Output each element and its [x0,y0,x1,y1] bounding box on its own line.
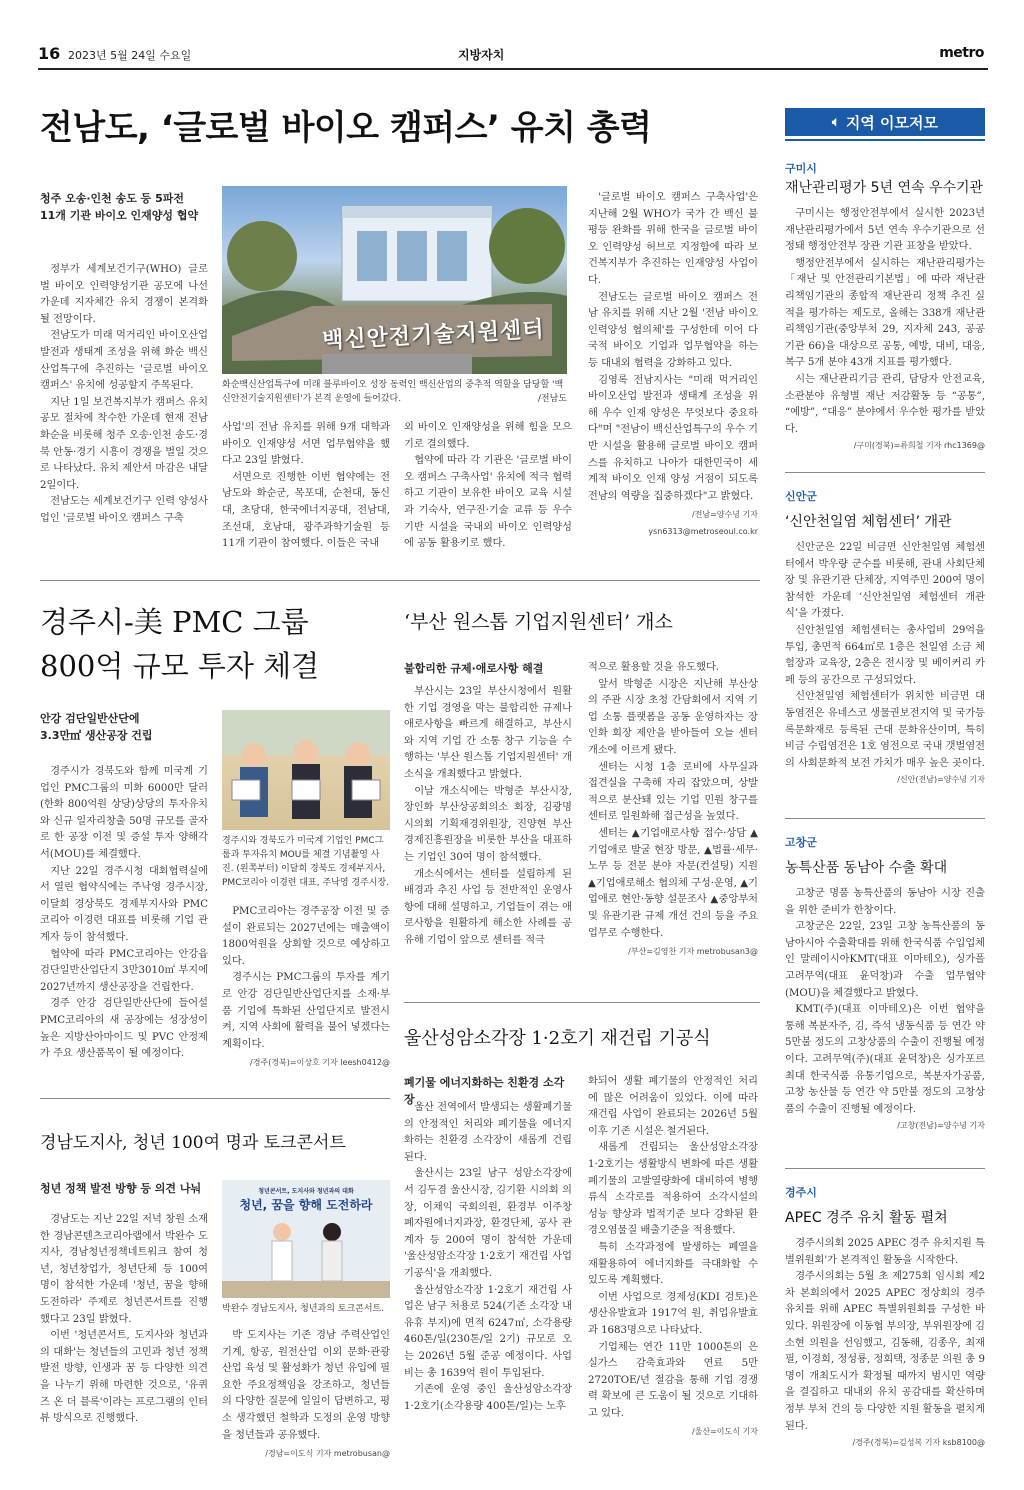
sidebar-paragraph: 경주시의회 2025 APEC 경주 유치지원 특별위원회'가 본격적인 활동을 시작한다. [785,1238,985,1266]
article-paragraph: 경주시는 PMC그룹의 투자를 계기로 안강 검단일반산업단지를 소재·부품 기업에 특화된 산업단지로 발전시켜, 지역 사회에 활력을 불어 넣겠다는 계획이다. [222,972,390,1050]
article-byline: /경남=이도식 기자 metrobusan@ [265,1449,390,1459]
sidebar-title: 재난관리평가 5년 연속 우수기관 [785,180,984,196]
article-paragraph: 화되어 생활 폐기물의 안정적인 처리에 많은 어려움이 있었다. 이에 따라 재건립 사업이 완료되는 2026년 5월 이후 기존 시설은 철거된다. [588,1076,758,1137]
article-jeonnam-headline: 전남도, ‘글로벌 바이오 캠퍼스’ 유치 총력 [40,108,652,148]
article-paragraph: 협약에 따라 PMC코리아는 안강읍 검단일반산업단지 3만3010㎡ 부지에 2027년까지 생산공장을 건립한다. [40,948,208,993]
metro-logo: metro [939,45,984,61]
article-ulsan-sub: 폐기물 에너지화하는 친환경 소각장 [404,1076,565,1106]
sidebar-paragraph: 신안천일염 체험센터는 총사업비 29억을 투입, 총면적 664㎡로 1층은 천일염 소금 체험장과 교육장, 2층은 전시장 및 베이커리 카페 등의 공간으로 구성되었다. [785,624,985,686]
sidebar-banner-label: 지역 이모저모 [845,113,938,132]
article-paragraph: 박 도지사는 기존 경남 주력산업인 기계, 항공, 원전산업 이외 문화·관광 산업 육성 및 활성화가 청년 유입에 필요한 주요정책임을 강조하고, 청년들의 다양한 질문에 일일이 답변하고, 평소 생각했던 철학과 도정의 운영 방향을 청년들과 공유했다. [222,1330,390,1441]
article-paragraph: 김영록 전남지사는 "미래 먹거리인 바이오산업 발전과 생태계 조성을 위해 우수 인재 양성은 무엇보다 중요하다"며 "전남이 백신산업특구의 우수 기반 시설을 활용해 글로벌 바이오 캠퍼스를 유치하고 나아가 대한민국이 세계적 바이오 인재 양성 거점이 되도록 전남의 역량을 집중하겠다"고 밝혔다. [588,374,758,502]
article-byline: /전남=양수녕 기자 ysn6313@metroseoul.co.kr [648,510,758,536]
article-paragraph: 외 바이오 인재양성을 위해 힘을 모으기로 결의했다. [404,422,572,450]
sidebar-item-gyeongju [785,1184,985,1448]
article-paragraph: 센터는 ▲기업애로사항 접수·상담 ▲기업애로 발굴 현장 방문, ▲법률·세무·노무 등 전문 분야 자문(컨설팅) 지원 ▲기업애로해소 협의체 구성·운영, ▲기업애로 현안·동향 설문조사 ▲중앙부처 및 유관기관 규제 개선 건의 등을 주요 업무로 수행한다. [588,827,758,939]
article-byline: /경주(경북)=이상호 기자 leesh0412@ [250,1058,390,1068]
photo-youth-concert [222,1180,390,1298]
article-paragraph: 새롭게 건립되는 울산성암소각장 1·2호기는 생활방식 변화에 따른 생활폐기물의 고발열량화에 대비하여 병행류식 소각로를 적용하여 소각시설의 성능 향상과 법적기준 보다 강화된 환경오염물질 배출기준을 적용했다. [588,1142,758,1237]
sidebar-region: 경주시 [785,1186,817,1199]
sidebar-paragraph: 행정안전부에서 실시하는 재난관리평가는 「재난 및 안전관리기본법」에 따라 재난관리책임기관의 종합적 재난관리 정책 추진 실적을 평가하는 제도로, 올해는 338개 재난관리책임기관(중앙부처 29, 지자체 243, 공공기관 66)을 대상으로 공통, 예방, 대비, 대응, 복구 5개 분야 43개 지표를 평가했다. [785,257,985,369]
article-paragraph: 기존에 운영 중인 울산성암소각장 1·2호기(소각용량 400톤/일)는 노후 [404,1384,572,1412]
photo-caption: 화순백신산업특구에 미래 블루바이오 성장 동력인 백신산업의 중추적 역할을 담당할 '백신안전기술지원센터'가 본격 운영에 들어갔다. [222,380,564,404]
photo-caption: 경주시와 경북도가 미국계 기업인 PMC그룹과 투자유치 MOU를 체결 기념촬영 사진. (왼쪽부터) 이달희 경북도 경제부지사, PMC코리아 이경련 대표, 주낙영 경주시장. [222,836,390,888]
article-paragraph: 개소식에서는 센터를 설립하게 된 배경과 추진 사업 등 전반적인 운영사항에 대해 설명하고, 기업들이 겪는 애로사항을 원활하게 해소한 사례를 공유해 기업이 앞으로 센터를 적극 [404,868,572,946]
article-paragraph: PMC코리아는 경주공장 이전 및 증설이 완료되는 2027년에는 매출액이 1800억원을 상회할 것으로 예상하고 있다. [222,906,390,967]
people-illustration [222,710,390,830]
article-ulsan-headline: 울산성암소각장 1·2호기 재건립 기공식 [404,1028,711,1049]
sidebar-item-gochang [785,834,985,1131]
article-gyeongnam-headline: 경남도지사, 청년 100여 명과 토크콘서트 [40,1133,346,1153]
concert-banner: 청년, 꿈을 향해 도전하라 [239,1198,373,1212]
article-paragraph: 전남도는 세계보건기구 인력 양성사업인 '글로벌 바이오 캠퍼스 구축 [40,496,208,524]
article-paragraph: 지난 1일 보건복지부가 캠퍼스 유치 공모 절차에 착수한 가운데 현재 전남 화순을 비롯해 청주 오송·인천 송도·경북 안동·경기 시흥이 경쟁을 벌일 것으로 나타났다. 유치 제안서 마감은 내달 2일이다. [40,396,208,491]
sidebar-paragraph: 신안군은 22일 비금면 신안천일염 체험센터에서 박우량 군수를 비롯해, 관내 사회단체장 및 유관기관 단체장, 지역주민 200여 명이 참석한 가운데 ‘신안천일염 체험센터 개관식’을 가졌다. [785,542,985,620]
sidebar-banner [785,108,985,136]
article-paragraph: 경주시가 경북도와 함께 미국계 기업인 PMC그룹의 미화 6000만 달러(한화 800억원 상당)상당의 투자유치와 신규 일자리창출 50명 규모를 골자로 한 공장 이전 및 증설 투자 양해각서(MOU)를 체결했다. [40,766,208,860]
page-date: 2023년 5월 24일 수요일 [68,49,192,62]
section-divider [40,580,760,581]
sidebar-item-gumi [785,160,985,451]
article-paragraph: 정부가 세계보건기구(WHO) 글로벌 바이오 인력양성기관 공모에 나선 가운데 지자체간 유치 경쟁이 본격화될 전망이다. [40,264,208,325]
sidebar-title: ‘신안천일염 체험센터’ 개관 [785,514,952,530]
article-pmc-sub1: 안강 검단일반산단에 [40,712,140,725]
article-jeonnam-sub1: 청주 오송·인천 송도 등 5파전 [40,192,185,205]
sidebar-divider [785,1168,985,1169]
header-rule [38,68,988,70]
article-paragraph: 앞서 박형준 시장은 지난해 부산상의 주관 시장 초청 간담회에서 지역 기업 소통 플랫폼을 공동 운영하자는 장인화 회장 제안을 받아들여 오늘 센터 개소에 이르게 됐다. [588,678,758,756]
section-divider [40,1098,390,1099]
sidebar-byline: /경주(경북)=김성복 기자 ksb8100@ [852,1438,985,1448]
article-busan-headline: ‘부산 원스톱 기업지원센터’ 개소 [404,611,673,633]
photo-credit: /전남도 [537,394,567,404]
article-jeonnam-sub2: 11개 기관 바이오 인재양성 협약 [40,209,199,222]
article-paragraph: 협약에 따라 각 기관은 '글로벌 바이오 캠퍼스 구축사업' 유치에 적극 협력하고 기관이 보유한 바이오 교육 시설과 기숙사, 연구진·기술 교류 등 우수 기반 시설을 국내외 바이오 인력양성에 공동 활용키로 했다. [404,455,572,550]
speakers-illustration [222,1180,390,1298]
article-paragraph: 서면으로 진행한 이번 협약에는 전남도와 화순군, 목포대, 순천대, 동신대, 초당대, 한국에너지공대, 전남대, 조선대, 호남대, 광주과학기술원 등 11개 기관이 참여했다. 이들은 국내 [222,471,390,550]
concert-banner-small: 청년콘서트, 도지사와 청년과의 대화 [258,1188,354,1195]
article-paragraph: 이번 사업으로 경제성(KDI 검토)은 생산유발효과 1917억 원, 취업유발효과 1683명으로 나타났다. [588,1291,758,1336]
article-paragraph: 경남도는 지난 22일 저녁 창원 소재한 경남콘텐츠코리아랩에서 박완수 도지사, 경남청년정책네트워크 참여 청년, 청년창업가, 청년단체 등 100여 명이 참석한 가운데 '청년, 꿈을 향해 도전하라' 주제로 청년콘서트를 진행했다고 23일 밝혔다. [40,1214,208,1325]
article-paragraph: 전남도가 미래 먹거리인 바이오산업 발전과 생태계 조성을 위해 화순 백신산업특구에 추진하는 '글로벌 바이오 캠퍼스' 유치에 성공할지 주목된다. [40,330,208,392]
section-divider [404,1002,760,1003]
sidebar-paragraph: 고창군 명품 농특산품의 동남아 시장 진출을 위한 준비가 한창이다. [785,888,985,916]
article-paragraph: 지난 22일 경주시청 대회협력실에서 열린 협약식에는 주낙영 경주시장, 이달희 경상북도 경제부지사와 PMC코리아 이경련 대표를 비롯해 기업 관계자 등이 참석했다. [40,865,208,943]
photo-caption: 박완수 경남도지사, 청년과의 토크콘서트. [222,1304,385,1314]
page-number: 16 [38,44,61,63]
sidebar-region: 신안군 [785,490,817,503]
sidebar-title: APEC 경주 유치 활동 펼쳐 [785,1210,948,1226]
sidebar-byline: /신안(전남)=양수녕 기자 [897,775,985,785]
article-byline: /울산=이도식 기자 [691,1427,758,1437]
article-paragraph: 울산 전역에서 발생되는 생활폐기물의 안정적인 처리와 폐기물을 에너지화하는 친환경 소각장이 새롭게 건립된다. [404,1102,572,1163]
article-paragraph: 기업체는 연간 11만 1000톤의 은실가스 감축효과와 연료 5만 2720TOE/년 절감을 통해 기업 경쟁력 확보에 큰 도움이 될 것으로 기대하고 있다. [588,1341,758,1419]
article-paragraph: 센터는 시청 1층 로비에 사무실과 접견실을 구축해 자리 잡았으며, 상발적으로 분산돼 있는 기업 민원 창구를 센터로 일원화해 접근성을 높였다. [588,761,758,823]
sidebar-region: 고창군 [785,836,817,849]
article-paragraph: 부산시는 23일 부산시청에서 원활한 기업 경영을 막는 불합리한 규제나 애로사항을 빠르게 해결하고, 부산시와 지역 기업 간 소통 창구 기능을 수행하는 '부산 원스톱 기업지원센터' 개소식을 개최했다고 밝혔다. [404,686,572,780]
photo-vaccine-center [222,186,567,374]
page-header [38,40,988,70]
article-byline: /부산=김영찬 기자 metrobusan3@ [628,947,758,957]
sidebar-byline: /구미(경북)=류희철 기자 rhc1369@ [853,441,985,451]
article-gyeongnam-sub: 청년 정책 발전 방향 등 의견 나눠 [40,1182,202,1195]
sidebar-paragraph: 시는 재난관리기금 관리, 담당자 안전교육, 소관분야 유형별 재난 저감활동 등 “공통”, “예방”, “대응” 분야에서 우수한 평가를 받았다. [785,373,985,435]
article-pmc-headline-line1: 경주시-美 PMC 그룹 [40,605,309,639]
sidebar-paragraph: 신안천일염 체험센터가 위치한 비금면 대동염전은 유네스코 생물권보전지역 및 국가등록문화재로 등록된 근대 문화유산이며, 특히 비금 수립염전은 1호 염전으로 국내 갯벌염전의 사회문화적 보전 가치가 매우 높은 곳이다. [785,691,985,769]
sidebar-paragraph: KMT(주)(대표 이마테오)은 이번 협약을 통해 복분자주, 김, 즉석 냉동식품 등 연간 약 5만불 정도의 고창상품의 수출이 진행될 예정이다. 고려무역(주)(대표 윤덕창)은 싱가포르 최대 한국식품 유통기업으로, 복분자가공품, 고창 농산물 등 연간 약 5만불 정도의 고창상품의 수출이 진행될 예정이다. [785,1004,985,1115]
article-pmc-headline-line2: 800억 규모 투자 체결 [40,649,320,683]
article-busan-sub: 불합리한 규제·애로사항 해결 [404,662,544,675]
article-paragraph: 사업'의 전남 유치를 위해 9개 대학과 바이오 인재양성 서면 업무협약을 했다고 23일 밝혔다. [222,422,390,467]
article-paragraph: 이번 '청년콘서트, 도지사와 청년과의 대화'는 청년들의 고민과 청년 정책 발전 방향, 인생과 꿈 등 다양한 의견을 나누기 위해 마련한 것으로, '유퀴즈 온 더 블록'이라는 프로그램의 인터뷰 방식으로 진행했다. [40,1330,208,1425]
article-paragraph: 특히 소각과정에 발생하는 폐열을 재활용하여 에너지화를 극대화할 수 있도록 계획했다. [588,1241,758,1287]
article-paragraph: 이날 개소식에는 박형준 부산시장, 장인화 부산상공회의소 회장, 김광명 시의회 기획재경위원장, 진양현 부산경제진흥원장을 비롯한 부산을 대표하는 기업인 30여 명이 참석했다. [404,785,572,863]
sidebar-title: 농특산품 동남아 수출 확대 [785,860,948,876]
photo-sign-text: 백신안전기술지원센터 [321,317,546,354]
section-name: 지방자치 [458,48,505,62]
sidebar-region: 구미시 [785,162,817,175]
article-paragraph: 경주 안강 검단일반산단에 들어설 PMC코리아의 새 공장에는 성장성이 높은 지방산아마이드 및 PVC 안정제가 주요 생산품목이 될 예정이다. [40,998,208,1060]
sidebar-paragraph: 고창군은 22일, 23일 고창 농특산품의 동남아시아 수출확대를 위해 한국식품 수입업체인 말레이시아KMT(대표 이마테오), 싱가폴 고려무역(대표 윤덕창)과 수출 업무협약(MOU)을 체결했다고 밝혔다. [785,921,985,999]
article-pmc-sub2: 3.3만㎡ 생산공장 건립 [40,729,153,742]
article-paragraph: 전남도는 글로벌 바이오 캠퍼스 전남 유치를 위해 지난 2월 '전남 바이오인력양성 협의체'를 구성한데 이어 다국적 바이오 기업과 업무협약을 하는 등 대내외 협력을 강화하고 있다. [588,291,758,369]
article-paragraph: 울산시는 23일 남구 성암소각장에서 김두겸 울산시장, 김기환 시의회 의장, 이채익 국회의원, 환경부 이주창 폐자원에너지과장, 환경단체, 공사 관계자 등 200여 명이 참석한 가운데 '울산성암소각장 1·2호기 재건립 사업 기공식'을 개최했다. [404,1168,572,1279]
sidebar-divider [785,472,985,473]
sidebar-item-sinan [785,488,985,785]
article-paragraph: 울산성암소각장 1·2호기 재건립 사업은 남구 처용로 524(기존 소각장 내 유휴 부지)에 면적 6247㎡, 소각용량 460톤/일(230톤/일 2기) 규모로 오는 2026년 5월 준공 예정이다. 사업비는 총 1639억 원이 투입된다. [404,1284,572,1379]
speaker-icon: 🔈︎ [832,114,840,130]
sidebar-byline: /고창(전남)=양수녕 기자 [897,1121,985,1131]
photo-pmc-mou [222,710,390,830]
sidebar-divider [785,818,985,819]
sidebar-paragraph: 경주시의회는 5월 초 제275회 임시회 제2차 본회의에서 2025 APEC 정상회의 경주 유치를 위해 APEC 특별위원회를 구성한 바 있다. 위원장에 이동협 부의장, 부위원장에 김소현 의원을 선임했고, 김동해, 김종우, 최재필, 이경희, 정성룡, 정희택, 정종문 의원 총 9명이 개최도시가 확정될 때까지 범시민 역량을 결집하고 대내외 유치 공감대를 확산하며 정부 부처 건의 등 다양한 지원 활동을 펼치게 된다. [785,1271,985,1432]
sidebar-paragraph: 구미시는 행정안전부에서 실시한 2023년 재난관리평가에서 5년 연속 우수기관으로 선정돼 행정안전부 장관 기관 표창을 받았다. [785,208,985,253]
article-paragraph: 적으로 활용할 것을 유도했다. [588,662,720,673]
article-paragraph: '글로벌 바이오 캠퍼스 구축사업'은 지난해 2월 WHO가 국가 간 백신 불평등 완화를 위해 한국을 글로벌 바이오 인력양성 허브로 지정함에 따라 보건복지부가 추진하는 인재양성 사업이다. [588,192,758,286]
